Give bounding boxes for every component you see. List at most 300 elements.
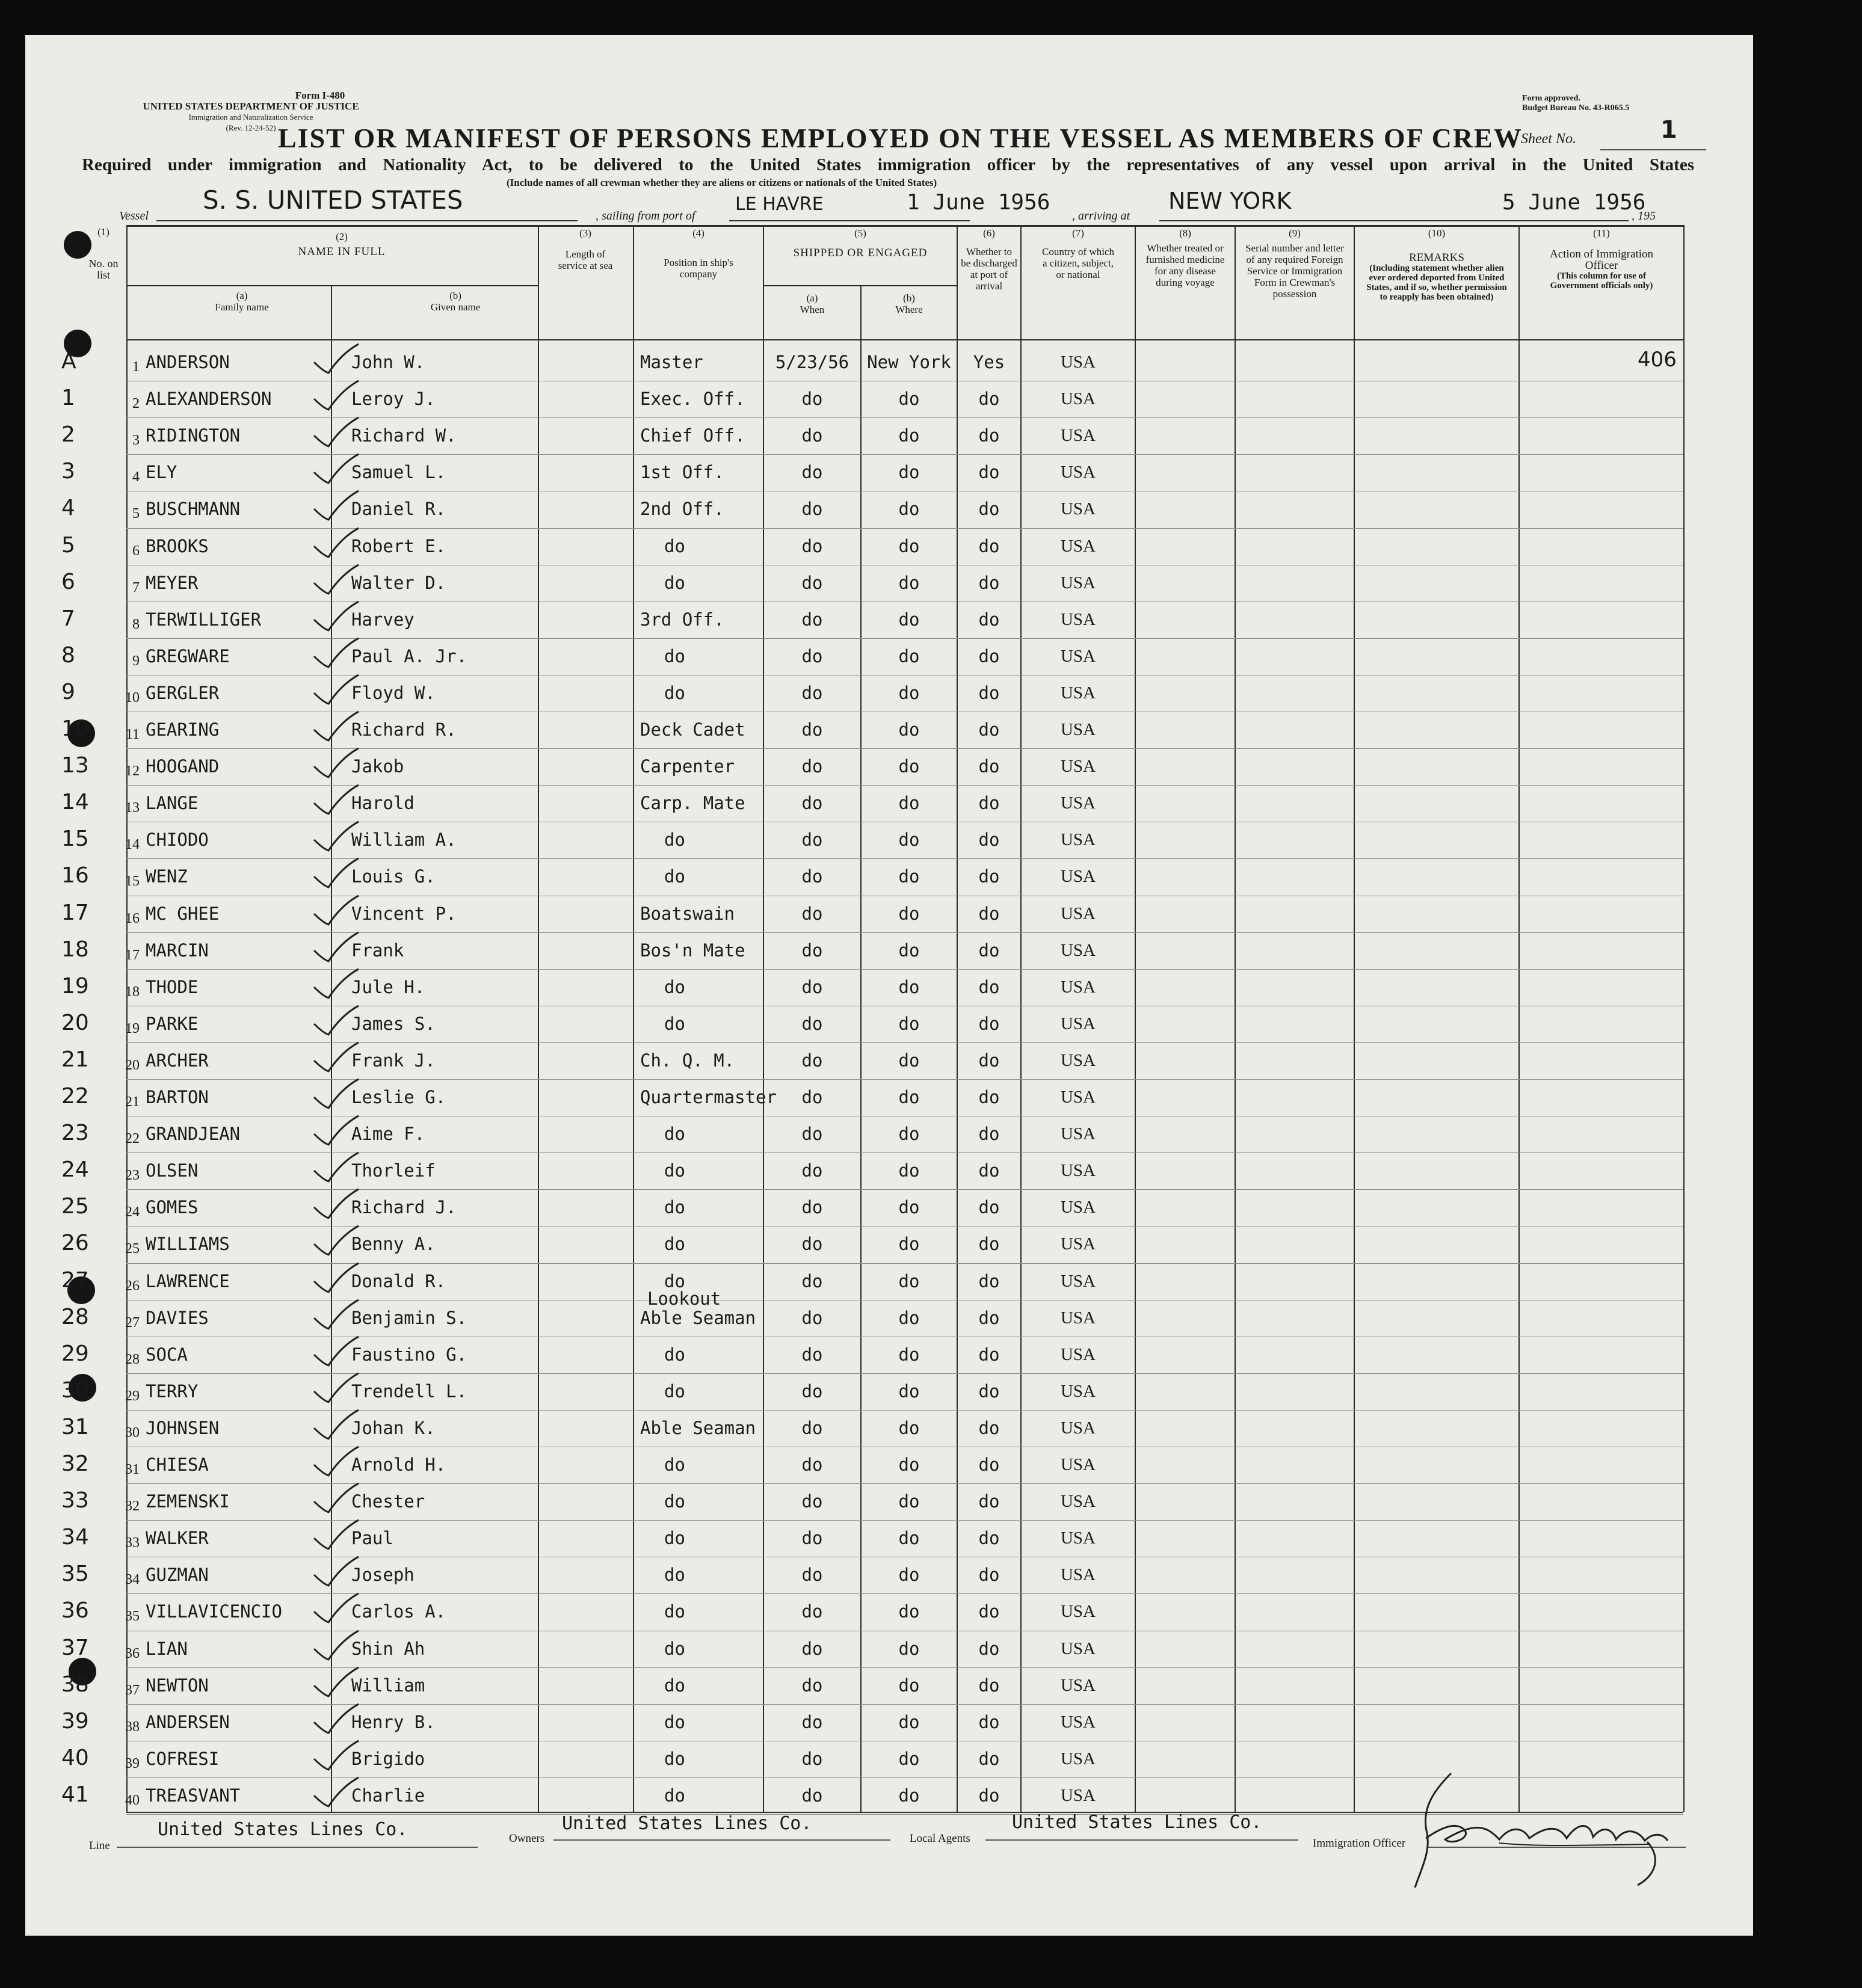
shipped-when: do [801,572,823,593]
shipped-where: do [898,1160,920,1181]
position: do [664,1270,685,1291]
position: Carpenter [640,756,735,777]
col8-number: (8) [1179,227,1191,239]
check-mark-icon [308,930,362,966]
shipped-where: do [898,1197,920,1218]
check-mark-icon [308,1077,362,1113]
col5a-header [764,292,860,315]
discharged: do [978,976,1000,997]
form-revision: (Rev. 12-24-52) [226,123,276,132]
discharged: do [978,1528,1000,1549]
given-name: Daniel R. [351,499,446,520]
country: USA [1060,830,1096,850]
shipped-where: do [898,1344,920,1365]
list-number: 33 [125,1535,140,1551]
family-name: RIDINGTON [146,425,241,446]
list-number: 24 [125,1204,140,1220]
handwritten-sequence-number: 13 [61,753,89,778]
shipped-where: do [898,756,920,777]
discharged: do [978,1711,1000,1732]
form-subtitle: Required under immigration and Nationality Act, to be delivered to the United States immigration officer by the representatives of any vessel upon arrival in the United States [82,155,1694,174]
form-note: (Include names of all crewman whether they are aliens or citizens or nationals of the United States) [507,177,937,188]
given-name: James S. [351,1013,436,1034]
discharged: do [978,1197,1000,1218]
handwritten-sequence-number: 30 [61,1377,89,1403]
family-name: DAVIES [146,1307,209,1328]
voyage-line [91,185,1704,223]
family-name: BUSCHMANN [146,499,241,520]
discharged: do [978,1234,1000,1255]
col6-header [958,227,1020,292]
discharged: do [978,756,1000,777]
handwritten-sequence-number: 22 [61,1084,89,1109]
list-number: 36 [125,1645,140,1661]
col11-number: (11) [1593,227,1610,239]
shipped-when: do [801,1565,823,1586]
check-mark-icon [308,1444,362,1480]
given-name: Carlos A. [351,1601,446,1622]
list-number: 40 [125,1792,140,1808]
given-name: Louis G. [351,866,436,887]
discharged: do [978,1270,1000,1291]
country: USA [1060,1639,1096,1658]
given-name: Robert E. [351,535,446,556]
country: USA [1060,1712,1096,1732]
discharged: do [978,462,1000,483]
list-number: 29 [125,1388,140,1404]
position: Ch. Q. M. [640,1050,735,1071]
list-number: 1 [132,359,140,375]
check-mark-icon [308,415,362,451]
country: USA [1060,1492,1096,1512]
list-number: 7 [132,579,140,595]
agents-company: United States Lines Co. [1012,1812,1262,1833]
list-number: 20 [125,1057,140,1073]
shipped-when: do [801,1638,823,1659]
col10-note: (Including statement whether alien ever ordered deported from United States, and if so, whether permission to reapply has been obtained) [1366,263,1507,302]
position: do [664,1711,685,1732]
column-rule [538,225,539,1812]
handwritten-sequence-number: 4 [61,496,75,521]
discharged: do [978,425,1000,446]
list-number: 14 [125,837,140,853]
check-mark-icon [308,1113,362,1149]
position: 3rd Off. [640,609,724,630]
handwritten-sequence-number: 15 [61,826,89,852]
discharged: do [978,829,1000,851]
discharged: do [978,1013,1000,1034]
discharged: do [978,1675,1000,1696]
country: USA [1060,352,1096,372]
col5a-label: When [800,304,825,315]
handwritten-sequence-number: 35 [61,1562,89,1587]
col5b-label: Where [895,304,923,315]
country: USA [1060,1344,1096,1364]
handwritten-sequence-number: 29 [61,1341,89,1366]
discharged: do [978,645,1000,666]
check-mark-icon [308,1150,362,1186]
position: 2nd Off. [640,499,724,520]
check-mark-icon [308,819,362,855]
col2-number: (2) [336,231,348,242]
country: USA [1060,646,1096,666]
shipped-where: New York [867,352,951,372]
country: USA [1060,1455,1096,1474]
manifest-page [25,35,1753,1936]
discharged: do [978,1601,1000,1622]
position: 1st Off. [640,462,724,483]
shipped-where: do [898,1307,920,1328]
discharged: do [978,1050,1000,1071]
sheet-label: Sheet No. [1521,131,1576,147]
sheet-number-rule [1600,149,1706,150]
shipped-when: do [801,1087,823,1107]
check-mark-icon [308,1591,362,1627]
handwritten-sequence-number: 17 [61,900,89,925]
col1-number: (1) [97,226,109,238]
shipped-when: do [801,1528,823,1549]
col9-number: (9) [1289,227,1301,239]
list-number: 12 [125,763,140,780]
check-mark-icon [308,1738,362,1774]
shipped-when: do [801,425,823,446]
col11-header [1520,227,1683,291]
family-name: ARCHER [146,1050,209,1071]
shipped-when: do [801,535,823,556]
family-name: ANDERSON [146,352,230,372]
handwritten-sequence-number: 10 [61,716,89,741]
handwritten-sequence-number: 31 [61,1414,89,1439]
shipped-where: do [898,1270,920,1291]
family-name: LANGE [146,793,199,814]
discharged: do [978,1344,1000,1365]
check-mark-icon [308,526,362,562]
shipped-where: do [898,1454,920,1475]
country: USA [1060,1234,1096,1254]
discharged: do [978,572,1000,593]
discharged: do [978,1417,1000,1438]
shipped-where: do [898,940,920,961]
position: do [664,682,685,703]
shipped-where: do [898,682,920,703]
col7-number: (7) [1072,227,1084,239]
col3-number: (3) [579,227,591,239]
shipped-when: do [801,1307,823,1328]
check-mark-icon [308,672,362,709]
date-from: 1 June 1956 [907,190,1050,215]
given-name: Benjamin S. [351,1307,467,1328]
year-suffix: , 195 [1632,209,1656,223]
family-name: GRANDJEAN [146,1124,241,1145]
shipped-where: do [898,462,920,483]
given-name: John W. [351,352,425,372]
position: Exec. Off. [640,389,745,410]
shipped-when: do [801,829,823,851]
country: USA [1060,977,1096,997]
handwritten-sequence-number: 38 [61,1672,89,1697]
col5-number: (5) [854,227,866,239]
shipped-where: do [898,793,920,814]
family-name: LAWRENCE [146,1270,230,1291]
shipped-when: do [801,389,823,410]
given-name: Richard J. [351,1197,457,1218]
discharged: do [978,1087,1000,1107]
discharged: do [978,1454,1000,1475]
given-name: Paul A. Jr. [351,645,467,666]
family-name: TERRY [146,1380,199,1402]
discharged: do [978,793,1000,814]
position: do [664,572,685,593]
shipped-subheader-rule [763,285,957,286]
list-number: 32 [125,1498,140,1515]
handwritten-sequence-number: 33 [61,1488,89,1513]
form-number: Form I-480 [295,90,345,101]
immigration-officer-label: Immigration Officer [1313,1837,1406,1850]
given-name: Harold [351,793,415,814]
family-name: BROOKS [146,535,209,556]
shipped-where: do [898,1785,920,1806]
check-mark-icon [308,342,362,378]
handwritten-sequence-number: 16 [61,863,89,888]
handwritten-sequence-number: 6 [61,569,75,594]
given-name: Henry B. [351,1711,436,1732]
handwritten-sequence-number: 32 [61,1451,89,1476]
check-mark-icon [308,783,362,819]
shipped-when: do [801,719,823,740]
shipped-when: do [801,1454,823,1475]
given-name: Joseph [351,1565,415,1586]
discharged: do [978,535,1000,556]
discharged: do [978,389,1000,410]
shipped-when: do [801,682,823,703]
position: do [664,1491,685,1512]
vessel-name: S. S. UNITED STATES [203,185,463,215]
family-name: COFRESI [146,1748,220,1769]
family-name: ALEXANDERSON [146,389,272,410]
position: Master [640,352,703,372]
arriving-label: , arriving at [1072,209,1130,223]
col7-label: Country of which a citizen, subject, or national [1042,246,1114,280]
list-number: 22 [125,1131,140,1147]
service: Immigration and Naturalization Service [188,112,313,122]
shipped-when: do [801,866,823,887]
position: do [664,1380,685,1402]
shipped-when: do [801,1675,823,1696]
list-number: 11 [125,727,140,742]
country: USA [1060,1418,1096,1438]
position: do [664,976,685,997]
family-name: GUZMAN [146,1565,209,1586]
discharged: do [978,1565,1000,1586]
handwritten-sequence-number: 1 [61,386,75,411]
family-name: MC GHEE [146,903,220,924]
handwritten-sequence-number: 14 [61,790,89,815]
col9-label: Serial number and letter of any required Foreign Service or Immigration Form in Crewman's possession [1245,242,1344,300]
discharged: do [978,1380,1000,1402]
country: USA [1060,1528,1096,1548]
shipped-where: do [898,1565,920,1586]
handwritten-sequence-number: 19 [61,973,89,999]
position: do [664,645,685,666]
check-mark-icon [308,1297,362,1334]
list-number: 39 [125,1755,140,1771]
given-name: Trendell L. [351,1380,467,1402]
shipped-where: do [898,1417,920,1438]
col4-label: Position in ship's company [664,257,733,280]
list-number: 6 [132,543,140,559]
shipped-where: do [898,645,920,666]
discharged: do [978,1491,1000,1512]
col10-header [1355,227,1518,302]
family-name: SOCA [146,1344,188,1365]
shipped-when: do [801,609,823,630]
country: USA [1060,463,1096,482]
check-mark-icon [308,488,362,525]
check-mark-icon [308,1408,362,1444]
position: Able Seaman [640,1417,756,1438]
check-mark-icon [308,746,362,782]
position: do [664,1601,685,1622]
column-rule [1354,225,1355,1812]
check-mark-icon [308,378,362,414]
country: USA [1060,867,1096,887]
position: do [664,1124,685,1145]
shipped-when: do [801,793,823,814]
list-number: 2 [132,396,140,412]
form-approval [1522,94,1629,113]
handwritten-sequence-number: 21 [61,1047,89,1072]
handwritten-sequence-number: 7 [61,606,75,631]
shipped-where: do [898,829,920,851]
handwritten-sequence-number: A [61,349,76,374]
shipped-where: do [898,535,920,556]
given-name: Leroy J. [351,389,436,410]
discharged: do [978,1307,1000,1328]
sheet-number: 1 [1660,116,1677,144]
country: USA [1060,1198,1096,1217]
name-subheader-rule [126,285,538,286]
position: do [664,1638,685,1659]
handwritten-sequence-number: 25 [61,1194,89,1219]
family-name: THODE [146,976,199,997]
list-number: 25 [125,1241,140,1257]
col10-number: (10) [1428,227,1446,239]
line-label: Line [89,1839,110,1852]
check-mark-icon [308,1775,362,1811]
handwritten-sequence-number: 2 [61,422,75,448]
family-name: NEWTON [146,1675,209,1696]
family-name: CHIESA [146,1454,209,1475]
check-mark-icon [308,1481,362,1517]
shipped-where: do [898,1013,920,1034]
shipped-when: do [801,1748,823,1769]
given-name: Chester [351,1491,425,1512]
shipped-where: do [898,1638,920,1659]
country: USA [1060,903,1096,923]
col2a-header [128,290,356,313]
position: do [664,1748,685,1769]
shipped-when: do [801,1417,823,1438]
country: USA [1060,609,1096,629]
list-number: 5 [132,506,140,522]
given-name: Arnold H. [351,1454,446,1475]
check-mark-icon [308,1371,362,1407]
shipped-where: do [898,1491,920,1512]
shipped-where: do [898,1234,920,1255]
discharged: do [978,609,1000,630]
owners-label: Owners [509,1832,545,1845]
check-mark-icon [308,967,362,1003]
col1-header [79,226,128,281]
family-name: TREASVANT [146,1785,241,1806]
list-number: 15 [125,873,140,890]
shipped-when: do [801,940,823,961]
list-number: 16 [125,910,140,926]
given-name: Jule H. [351,976,425,997]
list-number: 31 [125,1462,140,1477]
shipped-when: do [801,1197,823,1218]
col4-header [634,227,763,280]
discharged: do [978,866,1000,887]
position: do [664,866,685,887]
list-number: 35 [125,1608,140,1625]
shipped-when: do [801,976,823,997]
family-name: GEARING [146,719,220,740]
col2b-label: Given name [430,301,481,313]
shipped-where: do [898,609,920,630]
shipped-where: do [898,1380,920,1402]
shipped-when: do [801,1491,823,1512]
position: Able Seaman [640,1307,756,1328]
position: do [664,1565,685,1586]
position: do [664,1013,685,1034]
discharged: do [978,940,1000,961]
shipped-when: do [801,499,823,520]
column-rule [1235,225,1236,1812]
family-name: MEYER [146,572,199,593]
handwritten-sequence-number: 41 [61,1782,89,1807]
given-name: William [351,1675,425,1696]
country: USA [1060,793,1096,813]
col2a-label: Family name [215,301,269,313]
shipped-when: do [801,1234,823,1255]
given-name: Frank [351,940,404,961]
family-name: GOMES [146,1197,199,1218]
shipped-when: do [801,1160,823,1181]
shipped-where: do [898,1748,920,1769]
given-name: Shin Ah [351,1638,425,1659]
list-number: 17 [125,947,140,963]
given-name: Donald R. [351,1270,446,1291]
shipped-when: do [801,1124,823,1145]
shipped-when: do [801,1785,823,1806]
discharged: do [978,682,1000,703]
header-bottom-rule [126,339,1683,340]
family-name: CHIODO [146,829,209,851]
check-mark-icon [308,1261,362,1297]
given-name: William A. [351,829,457,851]
col2b-number: (b) [449,290,461,301]
country: USA [1060,940,1096,960]
check-mark-icon [308,1003,362,1039]
list-number: 34 [125,1572,140,1588]
col5-header [764,227,957,259]
col1-label: No. on list [88,257,119,281]
family-name: WILLIAMS [146,1234,230,1255]
list-number: 27 [125,1314,140,1331]
col10-label: REMARKS [1409,251,1464,264]
country: USA [1060,1675,1096,1695]
